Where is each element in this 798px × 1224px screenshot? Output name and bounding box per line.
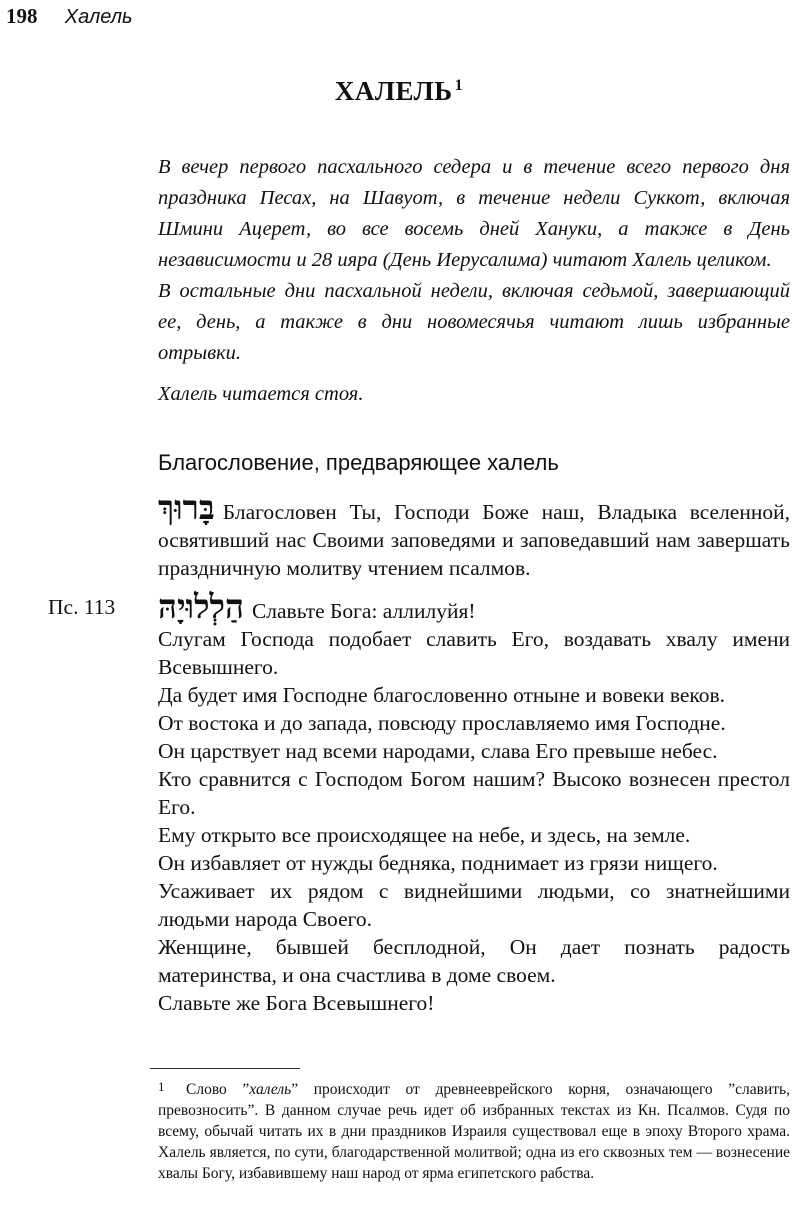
psalm-verse: Слугам Господа подобает славить Его, воздавать хвалу имени Всевышнего. (158, 627, 790, 679)
page-header (6, 4, 133, 29)
footnote-lead: Слово ” (186, 1081, 250, 1098)
chapter-title (0, 76, 798, 107)
intro-instructions (158, 152, 790, 410)
psalm-verse: Кто сравнится с Господом Богом нашим? Высоко вознесен престол Его. (158, 767, 790, 819)
psalm-verse: Он царствует над всеми народами, слава Его превыше небес. (158, 739, 718, 763)
blessing-block (158, 488, 790, 582)
intro-paragraph-3: Халель читается стоя. (158, 383, 364, 405)
psalm-verse: Славьте же Бога Всевышнего! (158, 991, 435, 1015)
psalm-verse: Женщине, бывшей бесплодной, Он дает познать радость материнства, и она счастлива в доме своем. (158, 935, 790, 987)
running-title: Халель (64, 6, 133, 28)
footnote (158, 1076, 790, 1184)
blessing-text: Благословен Ты, Господи Боже наш, Владыка вселенной, освятивший нас Своими заповедями и заповедавший нам завершать праздничную молитву чтением псалмов. (158, 500, 790, 580)
hebrew-halleluyah: הַלְלוּיָהּ (158, 587, 244, 626)
psalm-verse: Ему открыто все происходящее на небе, и здесь, на земле. (158, 823, 691, 847)
footnote-text: ” происходит от древнееврейского корня, означающего ”славить, превозносить”. В данном случае речь идет об избранных текстах из Кн. Псалмов. Судя по всему, обычай читать их в дни праздников Израиля существовал еще в эпоху Второго храма. Халель является, по сути, благодарственной молитвой; одна из его сквозных тем — вознесение хвалы Богу, избавившему наш народ от ярма египетского рабства. (158, 1081, 790, 1182)
psalm-verse: Он избавляет от нужды бедняка, поднимает из грязи нищего. (158, 851, 718, 875)
psalm-first-line: Славьте Бога: аллилуйя! (251, 599, 476, 623)
chapter-title-text: ХАЛЕЛЬ (334, 76, 453, 106)
intro-paragraph-1: В вечер первого пасхального седера и в течение всего первого дня праздника Песах, на Шавуот, в течение недели Суккот, включая Шмини Ацерет, во все восемь дней Хануки, а также в День независимости и 28 ияра (День Иерусалима) читают Халель целиком. (158, 156, 790, 271)
page-number: 198 (6, 4, 38, 28)
psalm-text (158, 587, 790, 1017)
psalm-verse: От востока и до запада, повсюду прославляемо имя Господне. (158, 711, 726, 735)
footnote-mark: 1 (454, 77, 464, 94)
psalm-verse: Да будет имя Господне благословенно отныне и вовеки веков. (158, 683, 726, 707)
footnote-number: 1 (158, 1079, 165, 1094)
footnote-term: халель (249, 1081, 292, 1098)
psalm-reference: Пс. 113 (48, 595, 116, 619)
footnote-divider (150, 1068, 300, 1069)
hebrew-baruch: בָּרוּךְ (158, 488, 215, 527)
blessing-heading: Благословение, предваряющее халель (158, 450, 559, 475)
intro-paragraph-2: В остальные дни пасхальной недели, включая седьмой, завершающий ее, день, а также в дни новомесячья читают лишь избранные отрывки. (158, 280, 790, 364)
psalm-verse: Усаживает их рядом с виднейшими людьми, со знатнейшими людьми народа Своего. (158, 879, 790, 931)
